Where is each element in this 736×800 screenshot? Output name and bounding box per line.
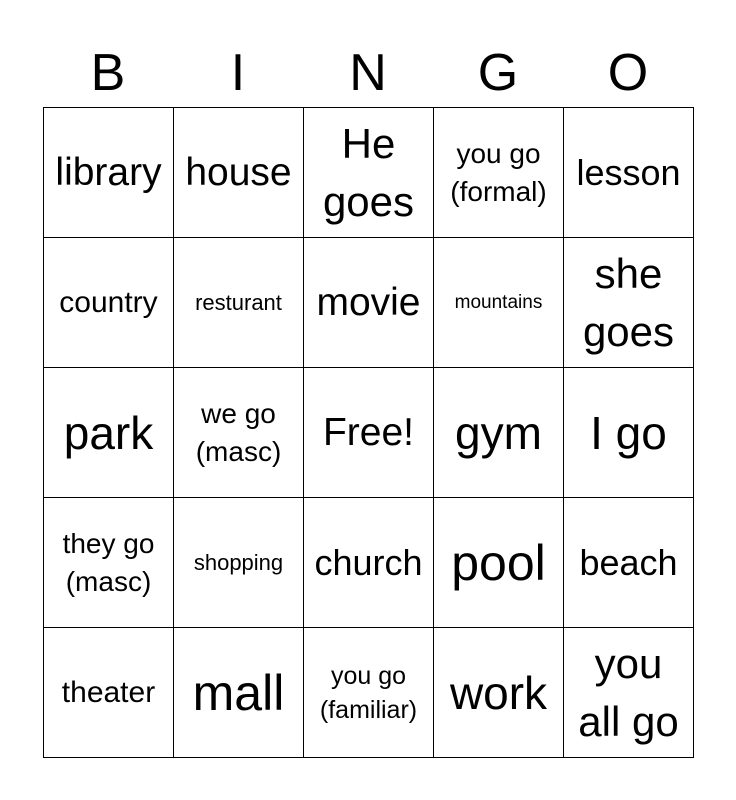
cell-label: we go (masc)	[195, 397, 282, 467]
cell-label: you go (familiar)	[319, 661, 418, 724]
bingo-cell[interactable]	[434, 108, 564, 238]
bingo-cell[interactable]	[44, 628, 174, 758]
bingo-cell[interactable]	[174, 498, 304, 628]
bingo-cell[interactable]	[174, 368, 304, 498]
cell-label: Free!	[322, 410, 415, 454]
bingo-cell[interactable]	[304, 238, 434, 368]
cell-label: park	[63, 406, 154, 459]
header-letter-n: N	[349, 44, 387, 102]
cell-label: beach	[579, 541, 678, 583]
bingo-cell[interactable]	[564, 498, 694, 628]
bingo-cell[interactable]	[434, 498, 564, 628]
bingo-header	[43, 40, 693, 106]
cell-label: resturant	[195, 289, 282, 315]
cell-label: mountains	[454, 291, 543, 313]
free-space[interactable]	[304, 368, 434, 498]
bingo-cell[interactable]	[434, 368, 564, 498]
bingo-cell[interactable]	[44, 238, 174, 368]
cell-label: house	[185, 150, 292, 194]
bingo-cell[interactable]	[304, 108, 434, 238]
cell-label: country	[59, 285, 158, 319]
bingo-cell[interactable]	[174, 238, 304, 368]
cell-label: movie	[316, 280, 421, 324]
cell-label: you go (formal)	[450, 137, 547, 207]
bingo-board	[43, 107, 694, 758]
header-letter-i: I	[230, 44, 246, 102]
bingo-cell[interactable]	[564, 628, 694, 758]
bingo-cell[interactable]	[434, 628, 564, 758]
header-letter-o: O	[607, 44, 649, 102]
bingo-cell[interactable]	[564, 368, 694, 498]
cell-label: I go	[590, 406, 667, 459]
cell-label: pool	[451, 534, 546, 591]
header-letter-g: G	[477, 44, 519, 102]
bingo-cell[interactable]	[44, 108, 174, 238]
cell-label: shopping	[193, 549, 284, 575]
bingo-cell[interactable]	[564, 238, 694, 368]
cell-label: lesson	[576, 151, 681, 193]
bingo-cell[interactable]	[44, 498, 174, 628]
bingo-cell[interactable]	[174, 108, 304, 238]
bingo-cell[interactable]	[434, 238, 564, 368]
bingo-cell[interactable]	[304, 628, 434, 758]
cell-label: you all go	[578, 639, 679, 745]
cell-label: work	[449, 666, 548, 719]
bingo-cell[interactable]	[44, 368, 174, 498]
cell-label: gym	[455, 406, 542, 459]
cell-label: library	[55, 150, 162, 194]
cell-label: she goes	[582, 249, 675, 355]
cell-label: they go (masc)	[62, 527, 155, 597]
cell-label: He goes	[322, 119, 415, 225]
bingo-cell[interactable]	[564, 108, 694, 238]
cell-label: mall	[192, 664, 285, 721]
cell-label: church	[314, 541, 423, 583]
header-letter-b: B	[90, 44, 126, 102]
cell-label: theater	[61, 675, 156, 709]
bingo-cell[interactable]	[174, 628, 304, 758]
bingo-cell[interactable]	[304, 498, 434, 628]
